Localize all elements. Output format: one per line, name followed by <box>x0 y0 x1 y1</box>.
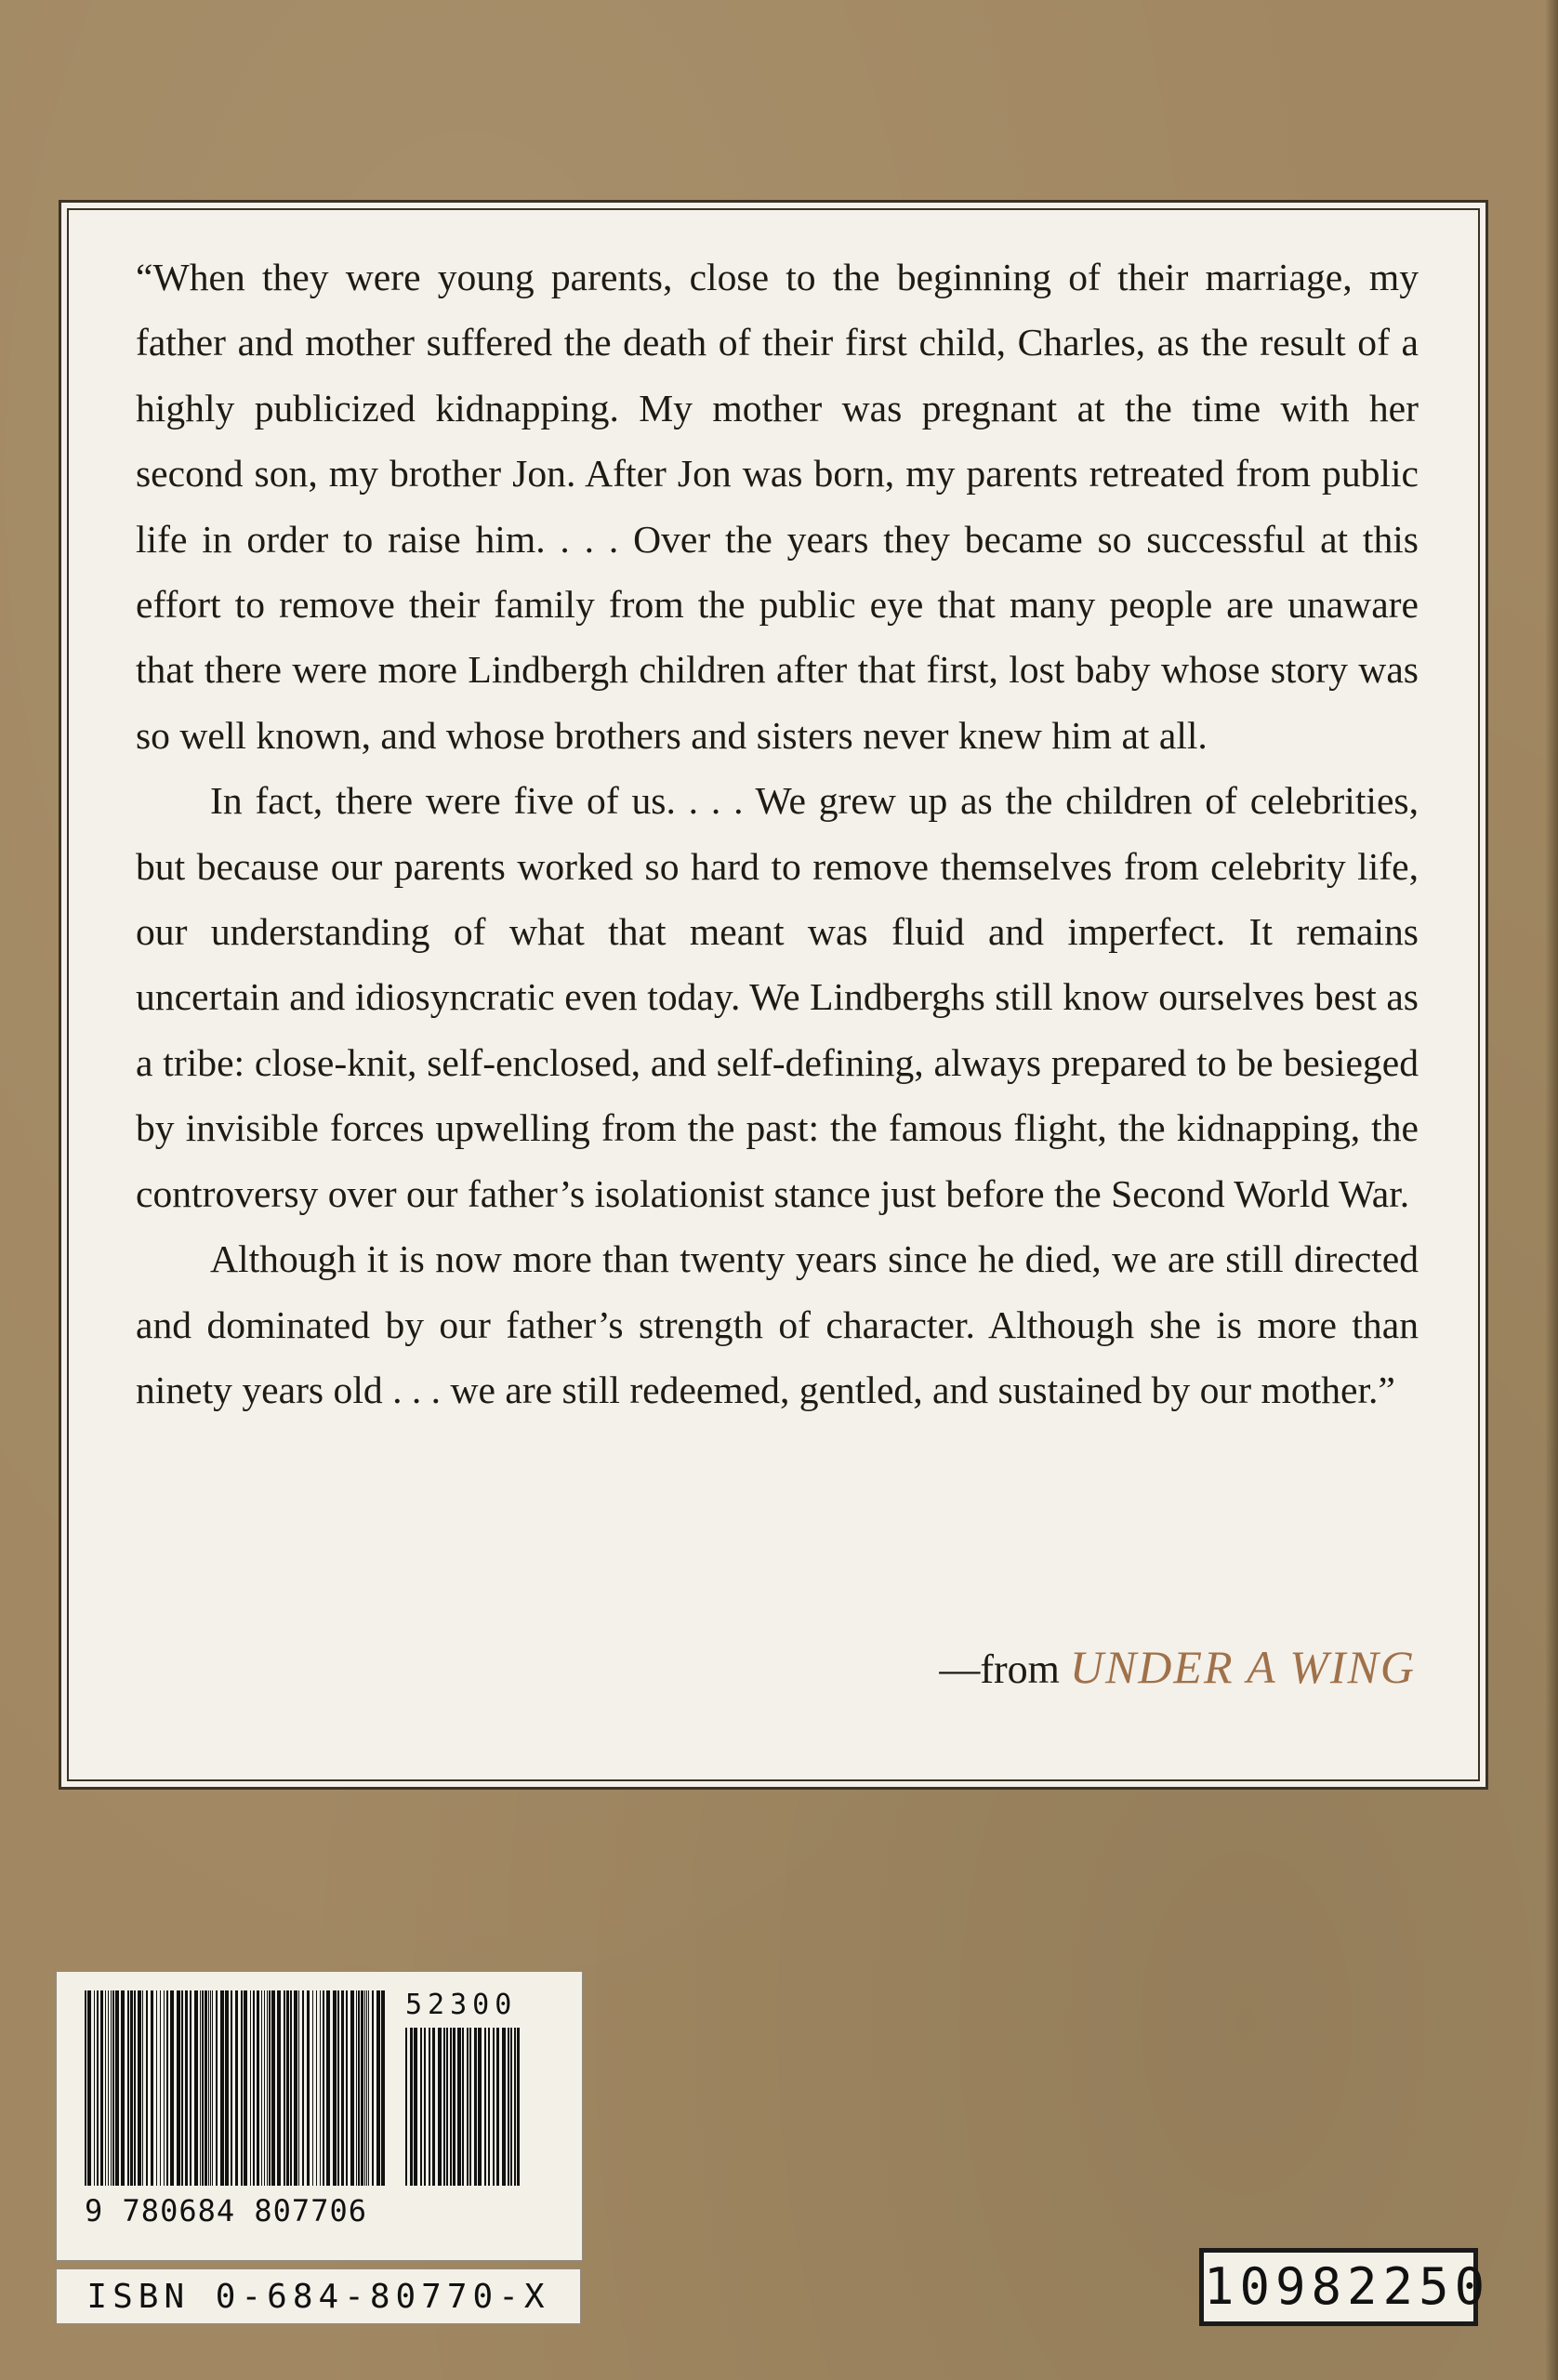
barcode-bar <box>108 1990 109 2186</box>
barcode-bar <box>307 1990 310 2186</box>
barcode-bar <box>112 1990 114 2186</box>
barcode-addon-digits: 52300 <box>405 1989 518 2021</box>
barcode-bar <box>267 1990 268 2186</box>
barcode-bar <box>312 1990 313 2186</box>
attribution <box>939 1640 1416 1694</box>
quote-paragraph-3: Although it is now more than twenty years since he died, we are still directed and dominated by our father’s strength of character. Although she is more than ninety years old . . . we are still redeemed, gentled, and sustained by our mother.” <box>136 1237 1419 1411</box>
barcode-bar <box>127 1990 129 2186</box>
barcode-bar <box>414 2028 417 2186</box>
barcode-bar <box>105 1990 106 2186</box>
barcode-box <box>56 1971 583 2261</box>
barcode-bar <box>493 2028 495 2186</box>
barcode-bar <box>146 1990 148 2186</box>
quote-paragraph-2: In fact, there were five of us. . . . We grew up as the children of celebrities, but because our parents worked so hard to remove themselves from celebrity life, our understanding of what that meant was fluid and imperfect. It remains uncertain and idiosyncratic even today. We Lindberghs still know ourselves best as a tribe: close-knit, self-enclosed, and self-defining, always prepared to be besieged by invisible forces upwelling from the past: the famous flight, the kidnapping, the controversy over our father’s isolationist stance just before the Second World War. <box>136 779 1419 1215</box>
barcode-bar <box>294 1990 297 2186</box>
barcode-bar <box>151 1990 153 2186</box>
barcode-bar <box>284 1990 285 2186</box>
barcode-bar <box>326 1990 330 2186</box>
barcode-bar <box>372 1990 374 2186</box>
barcode-bar <box>100 1990 103 2186</box>
barcode-bar <box>478 2028 482 2186</box>
barcode-bar <box>446 2028 448 2186</box>
barcode-bar <box>164 1990 165 2186</box>
barcode-bar <box>298 1990 299 2186</box>
barcode-bar <box>138 1990 141 2186</box>
barcode-bar <box>225 1990 229 2186</box>
barcode-bar <box>241 1990 243 2186</box>
barcode-bar <box>111 1990 112 2186</box>
barcode-bar <box>142 1990 143 2186</box>
barcode-bar <box>194 1990 198 2186</box>
barcode-digits: 9 780684 807706 <box>85 2193 367 2228</box>
barcode-bar <box>269 1990 271 2186</box>
barcode-bar <box>87 1990 91 2186</box>
barcode-bar <box>205 1990 207 2186</box>
barcode-bar <box>333 1990 337 2186</box>
book-title: UNDER A WING <box>1069 1641 1416 1693</box>
quote-paragraph-1: “When they were young parents, close to the beginning of their marriage, my father and mother suffered the death of their first child, Charles, as the result of a highly publicized kidnapping. My mother was pregnant at the time with her second son, my brother Jon. After Jon was born, my parents retreated from public life in order to raise him. . . . Over the years they became so successful at this effort to remove their family from the public eye that many people are unaware that there were more Lindbergh children after that first, lost baby whose story was so well known, and whose brothers and sisters never knew him at all. <box>136 256 1419 757</box>
barcode-bar <box>170 1990 174 2186</box>
barcode-bar <box>508 2028 509 2186</box>
barcode-bar <box>405 2028 407 2186</box>
barcode-bar <box>381 1990 385 2186</box>
barcode-bar <box>235 1990 238 2186</box>
barcode-bar <box>244 1990 247 2186</box>
barcode-bar <box>350 1990 354 2186</box>
barcode-bar <box>488 2028 490 2186</box>
barcode-bar <box>432 2028 435 2186</box>
barcode-bar <box>250 1990 251 2186</box>
barcode-bar <box>514 2028 516 2186</box>
barcode-bar <box>286 1990 289 2186</box>
barcode-bar <box>517 2028 520 2186</box>
barcode-bar <box>438 2028 442 2186</box>
barcode-bar <box>453 2028 456 2186</box>
barcode-bar <box>341 1990 344 2186</box>
barcode-bar <box>212 1990 213 2186</box>
barcode-bar <box>376 1990 380 2186</box>
barcode-bar <box>450 2028 452 2186</box>
barcode-bar <box>364 1990 365 2186</box>
barcode-bar <box>160 1990 161 2186</box>
barcode-bar <box>358 1990 360 2186</box>
barcode-bar <box>185 1990 188 2186</box>
barcode-bar <box>462 2028 464 2186</box>
barcode-bar <box>420 2028 422 2186</box>
barcode-bar <box>467 2028 469 2186</box>
barcode-bar <box>210 1990 211 2186</box>
isbn-label: ISBN 0-684-80770-X <box>56 2268 581 2324</box>
barcode-bar <box>271 1990 275 2186</box>
barcode-bar <box>156 1990 157 2186</box>
barcode-bar <box>130 1990 133 2186</box>
barcode-bar <box>368 1990 369 2186</box>
barcode-bar <box>424 2028 426 2186</box>
barcode-bar <box>115 1990 119 2186</box>
barcode-bar <box>253 1990 255 2186</box>
barcode-bar <box>323 1990 324 2186</box>
barcode-bar <box>190 1990 191 2186</box>
barcode-bar <box>261 1990 262 2186</box>
barcode-bar <box>166 1990 168 2186</box>
quote-text <box>136 245 1419 1422</box>
barcode-bar <box>231 1990 232 2186</box>
barcode-bar <box>510 2028 512 2186</box>
barcode-bar <box>502 2028 506 2186</box>
barcode-bar <box>277 1990 281 2186</box>
barcode-bar <box>302 1990 304 2186</box>
barcode-bar <box>202 1990 204 2186</box>
barcode-bar <box>361 1990 363 2186</box>
barcode-bar <box>337 1990 339 2186</box>
cover-edge-shadow <box>1545 0 1558 2380</box>
barcode-bar <box>200 1990 201 2186</box>
stock-number-label: 10982250 <box>1199 2248 1478 2326</box>
barcode-bar <box>290 1990 292 2186</box>
barcode-bar <box>457 2028 461 2186</box>
barcode-bar <box>469 2028 471 2186</box>
barcode-bar <box>346 1990 348 2186</box>
barcode-bar <box>208 1990 209 2186</box>
barcode-bar <box>220 1990 224 2186</box>
barcode-bar <box>356 1990 357 2186</box>
barcode-bar <box>181 1990 183 2186</box>
barcode-bar <box>484 2028 486 2186</box>
barcode-bar <box>320 1990 321 2186</box>
barcode-bar <box>264 1990 265 2186</box>
barcode-bar <box>366 1990 367 2186</box>
barcode-bar <box>97 1990 99 2186</box>
barcode-bar <box>496 2028 499 2186</box>
quote-panel <box>59 200 1488 1790</box>
barcode-bar <box>94 1990 95 2186</box>
barcode-bar <box>85 1990 86 2186</box>
barcode-bar <box>216 1990 218 2186</box>
barcode-bar <box>474 2028 477 2186</box>
barcode-bar <box>121 1990 125 2186</box>
attribution-prefix: —from <box>939 1646 1060 1692</box>
barcode-bar <box>429 2028 430 2186</box>
barcode-bar <box>410 2028 413 2186</box>
barcode-bar <box>257 1990 259 2186</box>
barcode-bar <box>134 1990 136 2186</box>
barcode-bar <box>443 2028 445 2186</box>
barcode-bar <box>177 1990 180 2186</box>
barcode-bar <box>316 1990 317 2186</box>
